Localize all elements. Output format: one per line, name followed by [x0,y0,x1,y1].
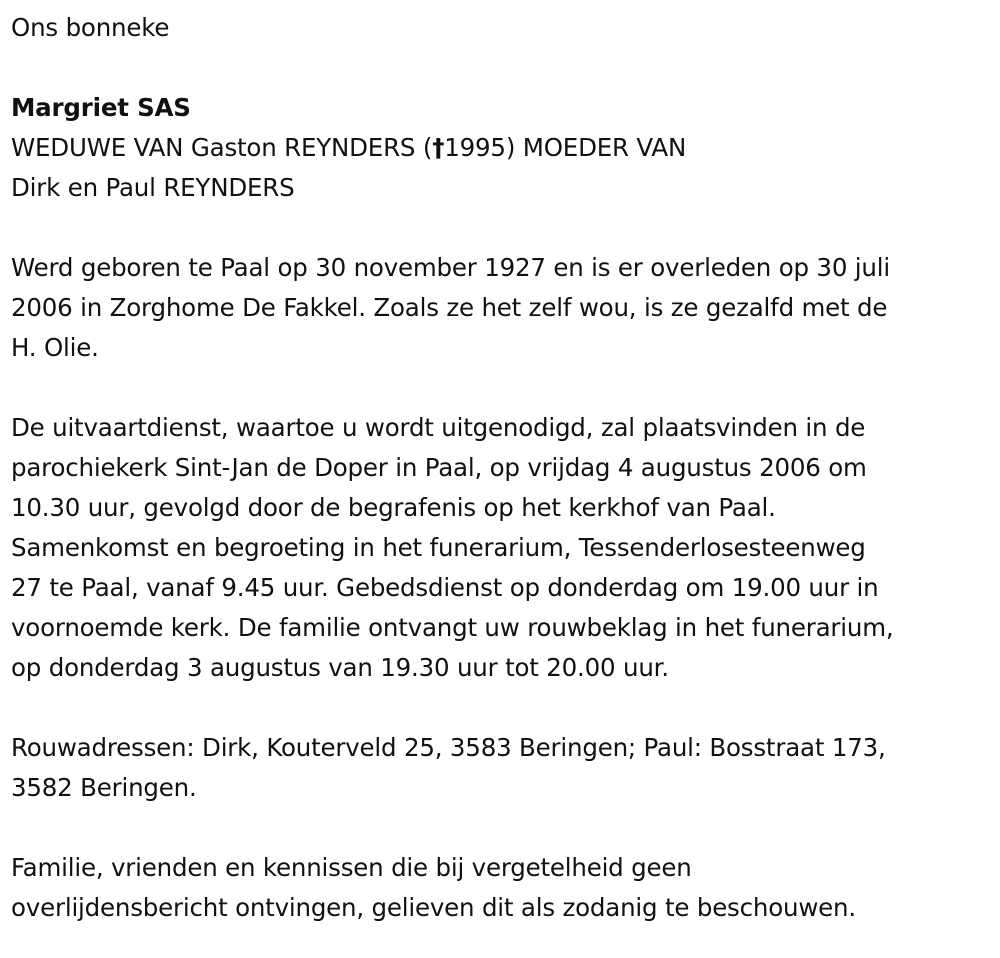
service-paragraph [11,408,1000,688]
relation-line-1 [11,128,1000,168]
paragraph-line: Werd geboren te Paal op 30 november 1927 en is er overleden op 30 juli [11,253,890,282]
relation-text-after-cross: 1995) MOEDER VAN [444,133,687,162]
paragraph-line: H. Olie. [11,333,99,362]
cross-icon: † [432,133,445,162]
spacer [11,48,1000,88]
spacer [11,808,1000,848]
paragraph-line: op donderdag 3 augustus van 19.30 uur tot 20.00 uur. [11,653,669,682]
paragraph-line: Rouwadressen: Dirk, Kouterveld 25, 3583 Beringen; Paul: Bosstraat 173, [11,733,886,762]
deceased-name: Margriet SAS [11,93,191,122]
paragraph-line: overlijdensbericht ontvingen, gelieven dit als zodanig te beschouwen. [11,893,856,922]
addresses-paragraph [11,728,1000,808]
spacer [11,208,1000,248]
paragraph-line: parochiekerk Sint-Jan de Doper in Paal, op vrijdag 4 augustus 2006 om [11,453,867,482]
paragraph-line: voornoemde kerk. De familie ontvangt uw rouwbeklag in het funerarium, [11,613,894,642]
spacer [11,688,1000,728]
paragraph-line: Samenkomst en begroeting in het funerarium, Tessenderlosesteenweg [11,533,866,562]
relation-line-2: Dirk en Paul REYNDERS [11,173,295,202]
paragraph-line: 10.30 uur, gevolgd door de begrafenis op het kerkhof van Paal. [11,493,776,522]
paragraph-line: 3582 Beringen. [11,773,197,802]
birth-death-paragraph [11,248,1000,368]
paragraph-line: 27 te Paal, vanaf 9.45 uur. Gebedsdienst op donderdag om 19.00 uur in [11,573,879,602]
relation-text-before-cross: WEDUWE VAN Gaston REYNDERS ( [11,133,433,162]
spacer [11,368,1000,408]
heading: Ons bonneke [11,13,170,42]
closing-paragraph [11,848,1000,928]
paragraph-line: Familie, vrienden en kennissen die bij vergetelheid geen [11,853,692,882]
paragraph-line: De uitvaartdienst, waartoe u wordt uitgenodigd, zal plaatsvinden in de [11,413,866,442]
paragraph-line: 2006 in Zorghome De Fakkel. Zoals ze het zelf wou, is ze gezalfd met de [11,293,888,322]
